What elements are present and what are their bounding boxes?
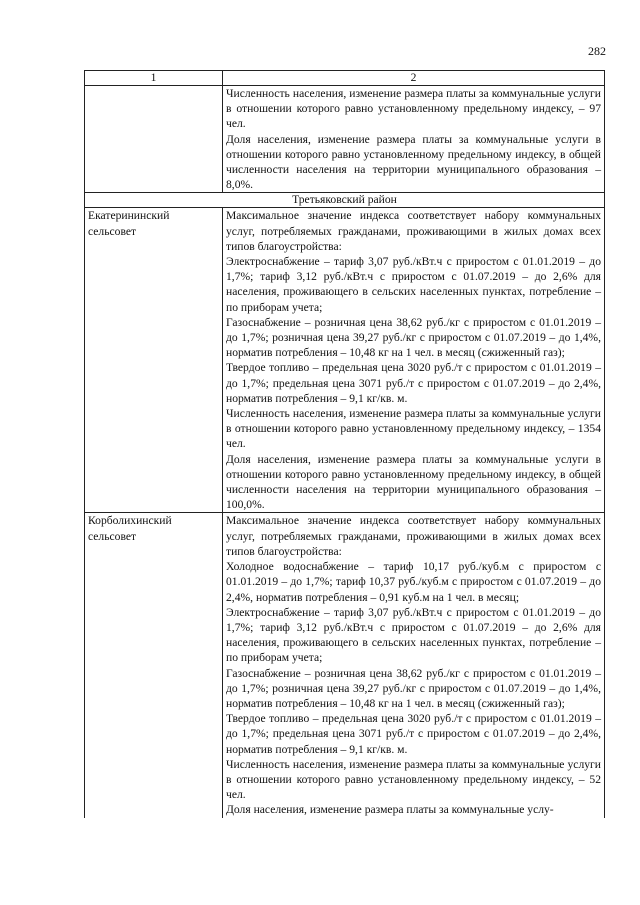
municipality-name: Корболихинский сельсовет [85,513,223,818]
column-number-1: 1 [85,71,223,86]
region-header-row [85,193,605,208]
municipality-name-cell [85,86,223,193]
gas-text: Газоснабжение – розничная цена 38,62 руб./кг с приростом с 01.01.2019 – до 1,7%; розничная цена 39,27 руб./кг с приростом с 01.07.2019 – до 1,4%, норматив потребления – 10,48 кг на 1 чел. в месяц (сжиженный газ); [226,666,601,710]
description-cell [223,513,605,818]
region-name: Третьяковский район [85,193,605,208]
table-header-row [85,71,605,86]
table-row [85,513,605,818]
municipality-name: Екатерининский сельсовет [85,208,223,513]
population-share-text: Доля населения, изменение размера платы за коммунальные услуги в отношении которого равно установленному предельному индексу, в общей численности населения на территории муниципального образования – 100,0%. [226,452,601,512]
population-share-text: Доля населения, изменение размера платы за коммунальные услуги в отношении которого равно установленному предельному индексу, в общей численности населения на территории муниципального образования – 8,0%. [226,132,601,192]
population-share-text: Доля населения, изменение размера платы за коммунальные услу- [226,803,554,817]
description-cell [223,208,605,513]
index-table [84,70,605,818]
population-count-text: Численность населения, изменение размера платы за коммунальные услуги в отношении которого равно установленному предельному индексу, – 97 чел. [226,87,601,131]
population-count-text: Численность населения, изменение размера платы за коммунальные услуги в отношении которого равно установленному предельному индексу, – 1354 чел. [226,407,601,451]
gas-text: Газоснабжение – розничная цена 38,62 руб./кг с приростом с 01.01.2019 – до 1,7%; розничная цена 39,27 руб./кг с приростом с 01.07.2019 – до 1,4%, норматив потребления – 10,48 кг на 1 чел. в месяц (сжиженный газ); [226,315,601,360]
description-cell [223,86,605,193]
index-set-text: Максимальное значение индекса соответствует набору коммунальных услуг, потребляемых гражданами, проживающими в жилых домах всех типов благоустройства: [226,209,601,253]
solid-fuel-text: Твердое топливо – предельная цена 3020 руб./т с приростом с 01.01.2019 – до 1,7%; предельная цена 3071 руб./т с приростом с 01.07.2019 – до 2,4%, норматив потребления – 9,1 кг/кв. м. [226,361,601,405]
solid-fuel-text: Твердое топливо – предельная цена 3020 руб./т с приростом с 01.01.2019 – до 1,7%; предельная цена 3071 руб./т с приростом с 01.07.2019 – до 2,4%, норматив потребления – 9,1 кг/кв. м. [226,712,601,756]
electricity-text: Электроснабжение – тариф 3,07 руб./кВт.ч с приростом с 01.01.2019 – до 1,7%; тариф 3,12 руб./кВт.ч с приростом с 01.07.2019 – до 2,6% для населения, проживающего в сельских населенных пунктах, потребление – по приборам учета; [226,605,601,665]
table-row [85,86,605,193]
page-number: 282 [588,44,606,58]
population-count-text: Численность населения, изменение размера платы за коммунальные услуги в отношении которого равно установленному предельному индексу, – 52 чел. [226,757,601,802]
table-row [85,208,605,513]
column-number-2: 2 [223,71,605,86]
index-set-text: Максимальное значение индекса соответствует набору коммунальных услуг, потребляемых гражданами, проживающими в жилых домах всех типов благоустройства: [226,514,601,558]
cold-water-text: Холодное водоснабжение – тариф 10,17 руб./куб.м с приростом с 01.01.2019 – до 1,7%; тариф 10,37 руб./куб.м с приростом с 01.07.2019 – до 2,4%, норматив потребления – 0,91 куб.м на 1 чел. в месяц; [226,560,601,604]
electricity-text: Электроснабжение – тариф 3,07 руб./кВт.ч с приростом с 01.01.2019 – до 1,7%; тариф 3,12 руб./кВт.ч с приростом с 01.07.2019 – до 2,6% для населения, проживающего в сельских населенных пунктах, потребление – по приборам учета; [226,255,601,314]
